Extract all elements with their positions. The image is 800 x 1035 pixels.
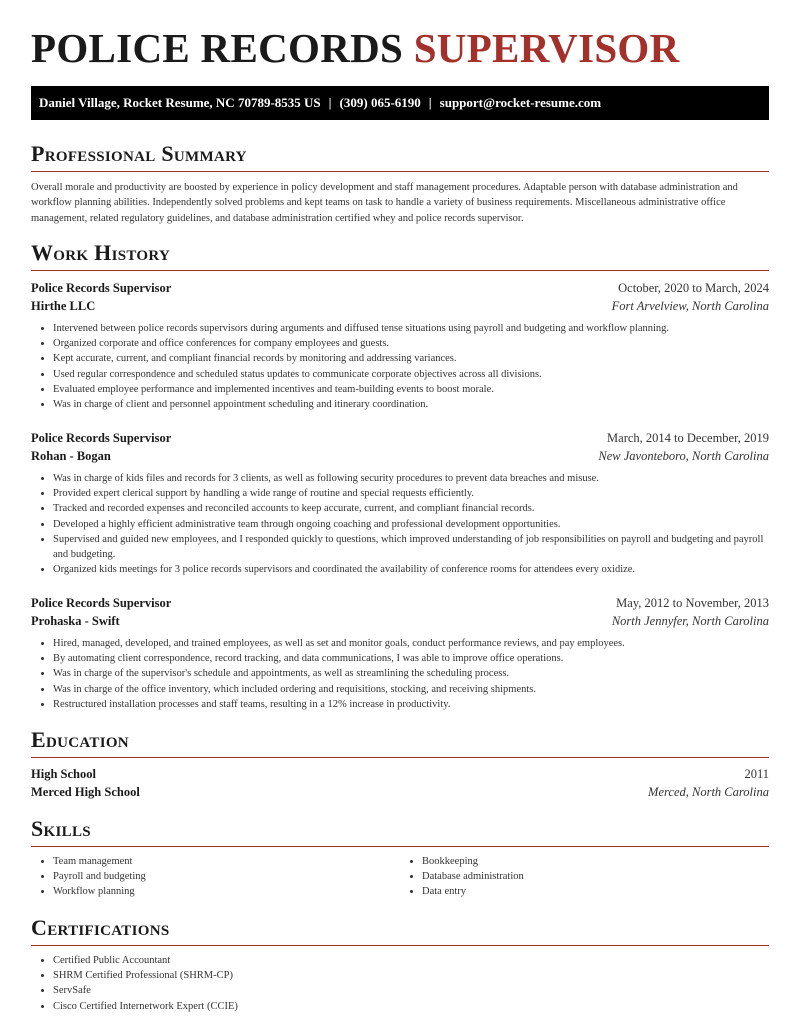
job-dates: May, 2012 to November, 2013 (616, 596, 769, 610)
job-title: Police Records Supervisor (31, 281, 172, 295)
job-location: Fort Arvelview, North Carolina (611, 298, 769, 313)
skills-columns (31, 847, 769, 900)
job-company: Rohan - Bogan (31, 448, 111, 463)
job-bullet: • Hired, managed, developed, and trained employees, as well as set and monitor goals, conduct performance reviews, and pay employees. (53, 636, 769, 651)
section-divider (31, 757, 769, 758)
skill-item: • Database administration (422, 869, 769, 884)
education-location: Merced, North Carolina (648, 784, 769, 799)
education-section (31, 727, 769, 801)
contact-phone: (309) 065-6190 (339, 95, 421, 110)
skills-list-left (31, 854, 400, 900)
certification-item: • SHRM Certified Professional (SHRM-CP) (53, 968, 769, 983)
certification-item: • Cisco Certified Internetwork Expert (CCIE) (53, 999, 769, 1014)
skills-list-right (400, 854, 769, 900)
certifications-list (31, 953, 769, 1014)
contact-bar (31, 86, 769, 120)
job-location: North Jennyfer, North Carolina (611, 613, 769, 628)
job-bullet: • Used regular correspondence and scheduled status updates to communicate corporate objectives across all divisions. (53, 367, 769, 382)
job-entry (31, 280, 769, 412)
job-bullets (31, 471, 769, 577)
job-title: Police Records Supervisor (31, 431, 172, 445)
job-company: Hirthe LLC (31, 298, 96, 313)
certifications-section (31, 915, 769, 1014)
certification-item: • ServSafe (53, 983, 769, 998)
certification-item: • Certified Public Accountant (53, 953, 769, 968)
resume-name (31, 24, 680, 72)
section-divider (31, 945, 769, 946)
job-bullet: • Organized kids meetings for 3 police records supervisors and coordinated the availability of conference rooms for attendees every oxidize. (53, 562, 769, 577)
education-heading: Education (31, 727, 129, 752)
section-divider (31, 270, 769, 271)
job-bullet: • Restructured installation processes and staff teams, resulting in a 12% increase in productivity. (53, 697, 769, 712)
contact-separator: | (428, 95, 432, 110)
job-entry (31, 595, 769, 712)
job-bullet: • Was in charge of the supervisor's schedule and appointments, as well as streamlining the scheduling process. (53, 666, 769, 681)
work-history-heading: Work History (31, 240, 171, 265)
job-bullet: • Supervised and guided new employees, and I responded quickly to questions, which improved understanding of job responsibilities on payroll and budgeting and payroll and budgeting. (53, 532, 769, 562)
job-company: Prohaska - Swift (31, 613, 120, 628)
job-bullet: • Was in charge of kids files and records for 3 clients, as well as following security procedures to prevent data breaches and misuse. (53, 471, 769, 486)
summary-text: Overall morale and productivity are boosted by experience in policy development and staff management procedures. Adaptable person with database administration and workflow planning abilities. Independently solved problems and kept teams on task to handle a variety of business requirements. Miscellaneous administrative office management, related regulatory guidelines, and database administration certified whey and police records supervisor. (31, 182, 738, 224)
job-bullets (31, 636, 769, 712)
job-entry (31, 430, 769, 577)
education-degree: High School (31, 767, 96, 781)
skills-heading: Skills (31, 816, 91, 841)
skills-section (31, 816, 769, 900)
job-bullet: • Intervened between police records supervisors during arguments and diffused tense situations using payroll and budgeting and workflow planning. (53, 321, 769, 336)
education-year: 2011 (744, 767, 769, 781)
job-title: Police Records Supervisor (31, 596, 172, 610)
summary-heading: Professional Summary (31, 141, 247, 166)
job-bullet: • Evaluated employee performance and implemented incentives and team-building events to boost morale. (53, 382, 769, 397)
education-school: Merced High School (31, 784, 140, 799)
skill-item: • Bookkeeping (422, 854, 769, 869)
skill-item: • Team management (53, 854, 400, 869)
name-last: SUPERVISOR (413, 25, 680, 71)
work-history-section (31, 240, 769, 271)
job-bullet: • Kept accurate, current, and compliant financial records by monitoring and addressing variances. (53, 351, 769, 366)
contact-email: support@rocket-resume.com (439, 95, 602, 110)
name-first: POLICE RECORDS (31, 25, 404, 71)
job-bullet: • Organized corporate and office conferences for company employees and guests. (53, 336, 769, 351)
skill-item: • Workflow planning (53, 884, 400, 899)
skill-item: • Data entry (422, 884, 769, 899)
job-bullet: • Was in charge of client and personnel appointment scheduling and itinerary coordination. (53, 397, 769, 412)
job-bullet: • Provided expert clerical support by handling a wide range of routine and special requests efficiently. (53, 486, 769, 501)
job-dates: March, 2014 to December, 2019 (607, 431, 769, 445)
job-bullet: • Tracked and recorded expenses and reconciled accounts to keep accurate, current, and compliant financial records. (53, 501, 769, 516)
certifications-heading: Certifications (31, 915, 170, 940)
section-divider (31, 171, 769, 172)
contact-separator: | (328, 95, 332, 110)
job-bullet: • Was in charge of the office inventory, which included ordering and requisitions, stocking, and receiving shipments. (53, 682, 769, 697)
job-location: New Javonteboro, North Carolina (598, 448, 769, 463)
job-dates: October, 2020 to March, 2024 (618, 281, 769, 295)
summary-section (31, 141, 769, 226)
job-bullets (31, 321, 769, 412)
skill-item: • Payroll and budgeting (53, 869, 400, 884)
contact-address: Daniel Village, Rocket Resume, NC 70789-8535 US (39, 95, 321, 110)
job-bullet: • Developed a highly efficient administrative team through ongoing coaching and professional development opportunities. (53, 517, 769, 532)
job-bullet: • By automating client correspondence, record tracking, and data communications, I was able to improve office operations. (53, 651, 769, 666)
